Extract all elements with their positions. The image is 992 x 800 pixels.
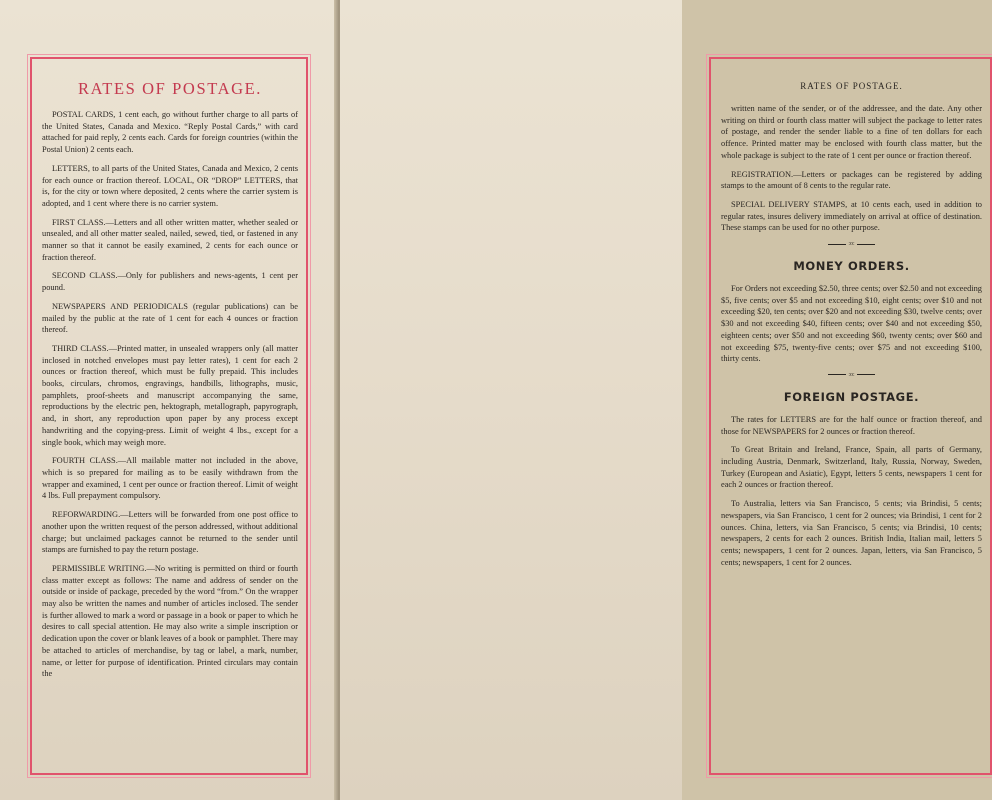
foreign-intro-paragraph: The rates for LETTERS are for the half ounce or fraction thereof, and those for NEWSPAPERS for 2 ounces or fraction thereof. [721,414,982,436]
running-header: RATES OF POSTAGE. [800,81,903,91]
permissible-writing-paragraph: PERMISSIBLE WRITING.—No writing is permitted on third or fourth class matter except as follows: The name and address of sender on the outside or inside of package, preceded by the word “from.” On the wrapper may also be written the names and number of articles inclosed. The sender is further allowed to mark a word or passage in a book or paper to which he desires to call special attention. He may also write a simple inscription or dedication upon the cover or blank leaves of a book or pamphlet. There may be attached to articles of merchandise, by tag or label, a mark, number, name, or letter for purpose of identification. Printed circulars may contain the [42,563,298,679]
section-divider [721,372,982,378]
left-page-content [42,71,298,687]
divider-mark: :o: [848,241,855,248]
letters-paragraph: LETTERS, to all parts of the United States, Canada and Mexico, 2 cents for each ounce or fraction thereof. LOCAL, OR “DROP” LETTERS, that is, for the city or town where deposited, 2 cents where the carrier system is adopted, and 1 cent where there is no carrier system. [42,163,298,208]
divider-mark: :o: [848,371,855,378]
third-class-paragraph: THIRD CLASS.—Printed matter, in unsealed wrappers only (all matter inclosed in notched envelopes must pay letter rates), 1 cent for each 2 ounces or fraction thereof, which must be fully prepaid. This includes books, circulars, chromos, engravings, handbills, lithographs, music, pamphlets, proof-sheets and manuscript accompanying the same, reproductions by the electric pen, hektograph, metallograph, papyrograph, and, in short, any reproduction upon paper by any process except handwriting and the copying-press. Limit of weight 4 lbs., except for a single book, which may weigh more. [42,343,298,447]
page-title: RATES OF POSTAGE. [77,79,263,98]
second-class-paragraph: SECOND CLASS.—Only for publishers and news-agents, 1 cent per pound. [42,271,298,293]
registration-paragraph: REGISTRATION.—Letters or packages can be registered by adding stamps to the amount of 8 cents to the regular rate. [721,169,982,191]
fourth-class-paragraph: FOURTH CLASS.—All mailable matter not included in the above, which is so prepared for mailing as to be easily withdrawn from the wrapper and examined, 1 cent per ounce or fraction thereof. Limit of weight 4 lbs. Full prepayment compulsory. [42,456,298,501]
section-divider [721,241,982,247]
right-page [340,0,982,800]
foreign-postage-heading: FOREIGN POSTAGE. [783,389,920,404]
divider-rule-left [828,374,846,375]
right-page-border [709,57,992,775]
postal-cards-paragraph: POSTAL CARDS, 1 cent each, go without further charge to all parts of the United States, Canada and Mexico. “Reply Postal Cards,” with card attached for paid reply, 2 cents each. Cards for foreign countries (within the Postal Union) 2 cents each. [42,110,298,155]
continuation-paragraph: written name of the sender, or of the addressee, and the date. Any other writing on third or fourth class matter will subject the package to letter rates of postage, and render the sender liable to a fine of ten dollars for each offence. Printed matter may be enclosed with fourth class matter, but the whole package is subject to the rate of 1 cent per ounce or fraction thereof. [721,104,982,160]
foreign-asia-paragraph: To Australia, letters via San Francisco, 5 cents; via Brindisi, 5 cents; newspapers, via San Francisco, 1 cent for 2 ounces; via Brindisi, 1 cent for 2 ounces. China, letters, via San Francisco, 5 cents; via Brindisi, 10 cents; newspapers, 2 cents for each 2 ounces. British India, Italian mail, letters 5 cents; newspapers, 1 cent for 2 ounces. Japan, letters, via San Francisco, 5 cents; newspapers, 1 cent for 2 ounces. [721,499,982,567]
left-page-border [30,57,308,775]
reforwarding-paragraph: REFORWARDING.—Letters will be forwarded from one post office to another upon the written request of the person addressed, without additional charge; but unclaimed packages cannot be returned to the sender until stamps are furnished to pay the return postage. [42,510,298,555]
special-delivery-paragraph: SPECIAL DELIVERY STAMPS, at 10 cents each, used in addition to regular rates, insures delivery immediately on arrival at office of destination. These stamps can be used for no other purpose. [721,199,982,233]
divider-rule-left [828,244,846,245]
divider-rule-right [857,244,875,245]
first-class-paragraph: FIRST CLASS.—Letters and all other written matter, whether sealed or unsealed, and all other matter sealed, nailed, sewed, tied, or fastened in any manner so that it cannot be easily examined, 2 cents for each ounce or fraction thereof. [42,217,298,262]
newspapers-paragraph: NEWSPAPERS AND PERIODICALS (regular publications) can be mailed by the public at the rate of 1 cent for each 4 ounces or fraction thereof. [42,301,298,335]
money-orders-paragraph: For Orders not exceeding $2.50, three cents; over $2.50 and not exceeding $5, five cents; over $5 and not exceeding $10, eight cents; over $10 and not exceeding $20, ten cents; over $20 and not exceeding $30, twelve cents; over $30 and not exceeding $40, fifteen cents; over $40 and not exceeding $50, eighteen cents; over $50 and not exceeding $60, twenty cents; over $60 and not exceeding $75, twenty-five cents; over $75 and not exceeding $100, thirty cents. [721,284,982,364]
left-page [0,0,338,800]
money-orders-heading: MONEY ORDERS. [793,259,910,274]
foreign-europe-paragraph: To Great Britain and Ireland, France, Spain, all parts of Germany, including Austria, Denmark, Switzerland, Italy, Russia, Norway, Sweden, Turkey (European and Asiatic), Egypt, letters 5 cents, newspapers 1 cent for each 2 ounces or fraction thereof. [721,445,982,490]
divider-rule-right [857,374,875,375]
right-page-content [721,71,982,575]
